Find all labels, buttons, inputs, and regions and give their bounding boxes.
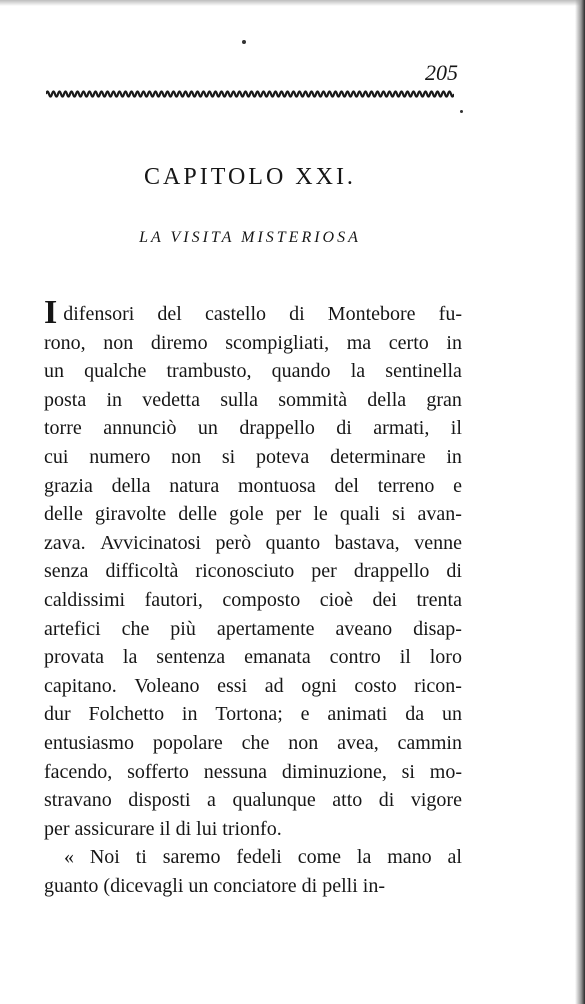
text-line-content: senza difficoltà riconosciuto per drappello di (44, 560, 462, 583)
text-line (44, 729, 462, 758)
text-line (44, 386, 462, 415)
text-line-content: zava. Avvicinatosi però quanto bastava, venne (44, 531, 462, 554)
text-line (44, 294, 462, 331)
text-line-content: stravano disposti a qualunque atto di vigore (44, 789, 462, 812)
text-line (44, 472, 462, 501)
text-line-content: difensori del castello di Montebore fu- (63, 303, 462, 325)
decorative-wavy-rule (46, 88, 454, 100)
text-line-content: cui numero non si poteva determinare in (44, 445, 462, 468)
text-line-content: per assicurare il di lui trionfo. (44, 817, 282, 840)
text-line (44, 872, 462, 901)
text-line-content: un qualche trambusto, quando la sentinella (44, 360, 462, 383)
drop-initial: I (44, 294, 58, 331)
text-line (44, 758, 462, 787)
text-line-content: caldissimi fautori, composto cioè dei trenta (44, 588, 462, 611)
body-text (44, 294, 462, 900)
scan-speck (460, 110, 463, 113)
text-line-content: grazia della natura montuosa del terreno e (44, 474, 462, 497)
text-line-content: torre annunciò un drappello di armati, il (44, 417, 462, 440)
scan-top-edge (0, 0, 585, 6)
scan-speck (242, 40, 246, 44)
text-line (44, 443, 462, 472)
text-line-content: facendo, sofferto nessuna diminuzione, si mo- (44, 760, 462, 783)
text-line-content: provata la sentenza emanata contro il loro (44, 646, 462, 669)
text-line-content: dur Folchetto in Tortona; e animati da un (44, 703, 462, 726)
text-line (44, 700, 462, 729)
chapter-subtitle: LA VISITA MISTERIOSA (139, 229, 361, 246)
text-line-content: capitano. Voleano essi ad ogni costo ricon- (44, 674, 462, 697)
text-line (44, 815, 462, 844)
text-line (44, 843, 462, 872)
text-line-content: delle giravolte delle gole per le quali si avan- (44, 503, 462, 526)
text-line (44, 615, 462, 644)
text-line (44, 529, 462, 558)
text-line (44, 786, 462, 815)
text-line (44, 643, 462, 672)
scan-right-edge (575, 0, 585, 1004)
text-line-content: posta in vedetta sulla sommità della gran (44, 388, 462, 411)
text-line-content: guanto (dicevagli un conciatore di pelli in- (44, 874, 385, 897)
text-line-content: artefici che più apertamente aveano disap- (44, 617, 462, 640)
text-line (44, 329, 462, 358)
text-line-content: « Noi ti saremo fedeli come la mano al (64, 846, 462, 869)
text-line (44, 672, 462, 701)
text-line-content: rono, non diremo scompigliati, ma certo in (44, 331, 462, 354)
text-line-content: entusiasmo popolare che non avea, cammin (44, 731, 462, 754)
text-line (44, 414, 462, 443)
chapter-title: CAPITOLO XXI. (144, 164, 356, 190)
text-line (44, 357, 462, 386)
text-line (44, 500, 462, 529)
text-line (44, 586, 462, 615)
text-line (44, 557, 462, 586)
page-number: 205 (425, 60, 458, 85)
